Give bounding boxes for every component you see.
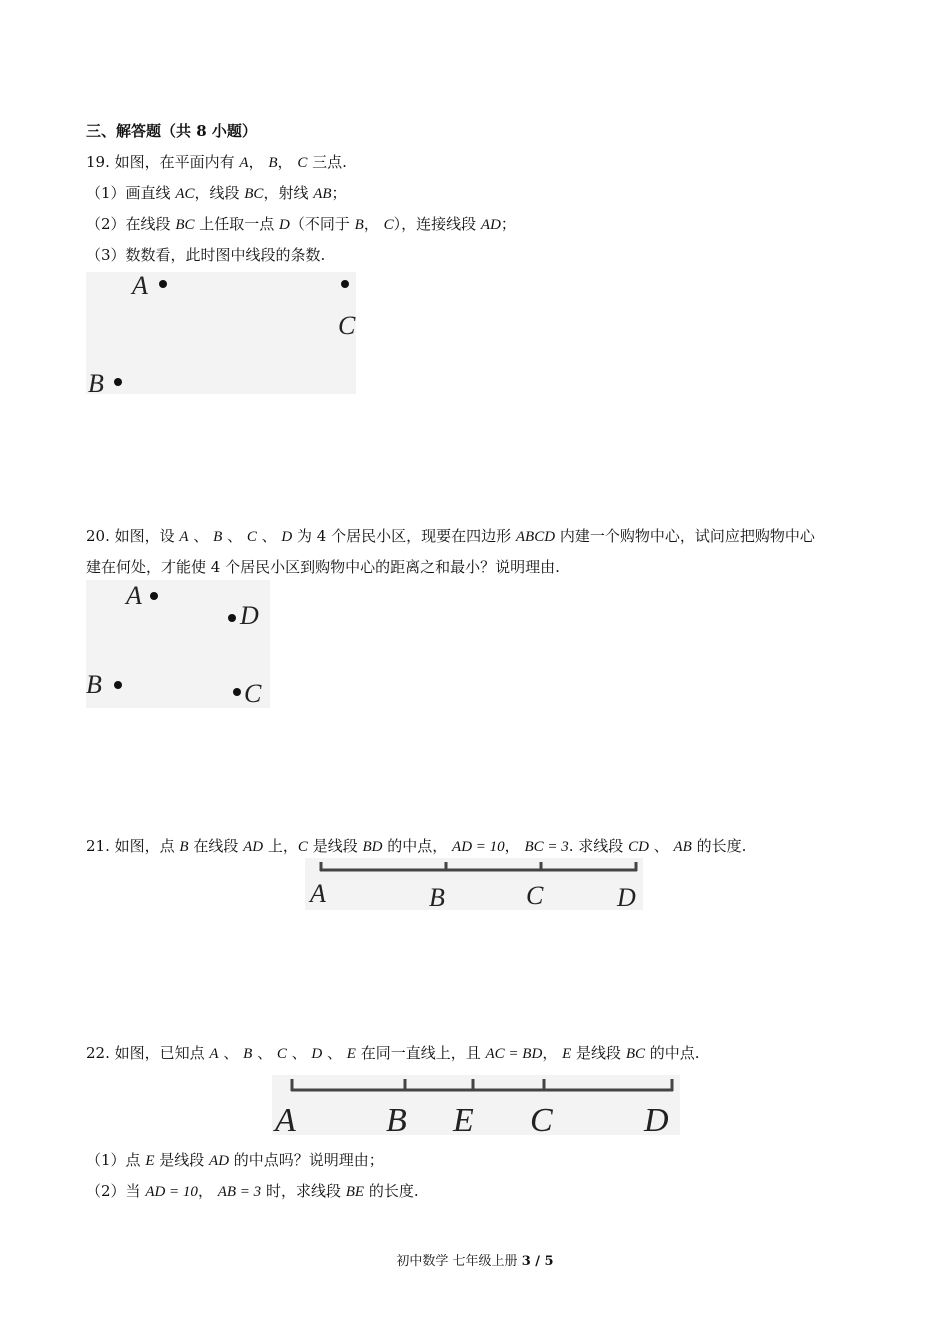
- q19-figure: [84, 272, 360, 396]
- q19-sub2: （2）在线段 BC 上任取一点 D（不同于 B， C），连接线段 AD；: [86, 215, 516, 233]
- q20-point-b-label: B: [86, 670, 102, 699]
- q20-figure: [84, 580, 274, 710]
- q22-stem: 22. 如图，已知点 A 、 B 、 C 、 D 、 E 在同一直线上，且 AC = BD， E 是线段 BC 的中点.: [86, 1044, 700, 1062]
- q22-point-b-label: B: [386, 1102, 407, 1137]
- q19-point-c: [341, 280, 349, 288]
- page-number: 3 / 5: [521, 1254, 554, 1269]
- q21-figure: [305, 858, 645, 912]
- q22-sub2: （2）当 AD = 10， AB = 3 时，求线段 BE 的长度.: [86, 1182, 419, 1200]
- q20-point-c: [233, 688, 241, 696]
- q20-point-d-label: D: [240, 601, 259, 630]
- q22-point-c-label: C: [530, 1102, 553, 1137]
- q19-sub1: （1）画直线 AC，线段 BC，射线 AB；: [86, 184, 347, 202]
- q19-point-c-label: C: [338, 311, 356, 340]
- q20-point-a-label: A: [126, 581, 142, 610]
- q22-sub1: （1）点 E 是线段 AD 的中点吗？说明理由；: [86, 1151, 384, 1169]
- q21-point-d-label: D: [617, 883, 636, 912]
- section-title: 三、解答题（共 8 小题）: [86, 122, 257, 140]
- q22-point-d-label: D: [644, 1102, 669, 1137]
- q21-point-a-label: A: [310, 879, 326, 908]
- q22-figure: [272, 1075, 682, 1137]
- q21-stem: 21. 如图，点 B 在线段 AD 上，C 是线段 BD 的中点， AD = 10， BC = 3. 求线段 CD 、 AB 的长度.: [86, 837, 747, 855]
- q20-point-b: [114, 681, 122, 689]
- q19-point-b: [114, 378, 122, 386]
- q19-point-a-label: A: [132, 272, 148, 300]
- q22-point-a-label: A: [275, 1102, 296, 1137]
- q19-point-b-label: B: [88, 369, 104, 396]
- q20-line2: 建在何处，才能使 4 个居民小区到购物中心的距离之和最小？说明理由.: [86, 558, 560, 576]
- q21-point-c-label: C: [526, 881, 544, 910]
- footer-text: 初中数学 七年级上册: [396, 1254, 522, 1269]
- q20-point-d: [228, 614, 236, 622]
- q20-point-a: [150, 592, 158, 600]
- q19-stem: 19. 如图，在平面内有 A， B， C 三点.: [86, 153, 347, 171]
- q19-point-a: [159, 280, 167, 288]
- q20-point-c-label: C: [244, 679, 262, 708]
- q19-sub3: （3）数数看，此时图中线段的条数.: [86, 246, 326, 264]
- q22-point-e-label: E: [453, 1102, 474, 1137]
- q20-line1: 20. 如图，设 A 、 B 、 C 、 D 为 4 个居民小区，现要在四边形 ABCD 内建一个购物中心，试问应把购物中心: [86, 527, 815, 545]
- page-footer: [0, 1250, 950, 1269]
- q21-point-b-label: B: [429, 883, 445, 912]
